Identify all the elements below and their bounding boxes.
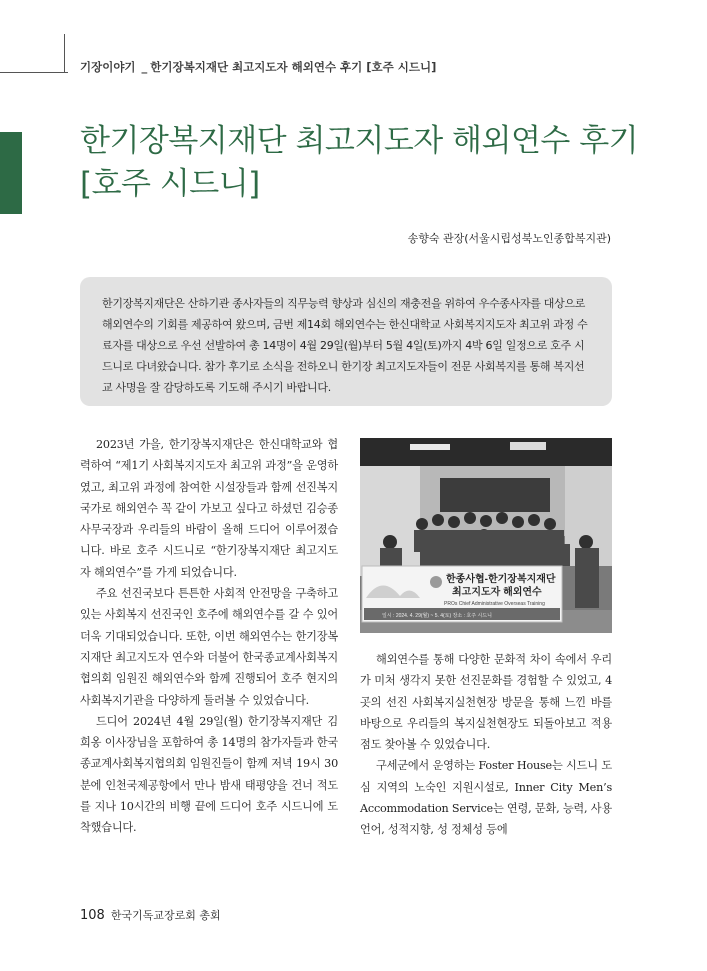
banner-title-line-2: 최고지도자 해외연수	[452, 587, 542, 598]
banner-english: PROs Chief Administrative Overseas Training	[444, 601, 545, 607]
body-column-right	[360, 649, 612, 841]
publication-name: 한국기독교장로회 총회	[110, 909, 221, 922]
header-subtitle: 한기장복지재단 최고지도자 해외연수 후기 [호주 시드니]	[150, 60, 437, 74]
page-number: 108	[80, 908, 105, 923]
header-separator: _	[141, 60, 148, 74]
article-title	[80, 120, 640, 206]
group-photo	[360, 438, 612, 633]
running-header	[80, 59, 436, 75]
group-photo-illustration	[360, 438, 612, 633]
accent-side-bar	[0, 132, 22, 214]
body-paragraph: 드디어 2024년 4월 29일(월) 한기장복지재단 김희옹 이사장님을 포함하여 총 14명의 참가자들과 한국종교계사회복지협의회 임원진들이 함께 저녁 19시 30분에 인천국제공항에서 만나 밤새 태평양을 건너 적도를 지나 10시간의 비행 끝에 드디어 호주 시드니에 도착했습니다.	[80, 714, 338, 835]
title-line-1: 한기장복지재단 최고지도자 해외연수 후기	[80, 123, 639, 159]
title-line-2: [호주 시드니]	[80, 166, 260, 202]
body-column-left	[80, 434, 338, 839]
summary-box: 한기장복지재단은 산하기관 종사자들의 직무능력 향상과 심신의 재충전을 위하여 우수종사자를 대상으로 해외연수의 기회를 제공하여 왔으며, 금번 제14회 해외연수는 한신대학교 사회복지지도자 최고위 과정 수료자를 대상으로 우선 선발하여 총 14명이 4월 29일(월)부터 5월 4일(토)까지 4박 6일 일정으로 호주 시드니로 다녀왔습니다. 참가 후기로 소식을 전하오니 한기장 최고지도자들이 전문 사회복지를 통해 복지선교 사명을 잘 감당하도록 기도해 주시기 바랍니다.	[80, 277, 612, 406]
header-vertical-rule	[64, 34, 65, 72]
banner-info: 일시 : 2024. 4. 29(월) ~ 5. 4(토) 장소 : 호주 시드니	[382, 613, 492, 619]
page-footer	[80, 907, 221, 923]
header-section: 기장이야기	[80, 60, 136, 74]
body-paragraph: 구세군에서 운영하는 Foster House는 시드니 도심 지역의 노숙인 지원시설로, Inner City Men’s Accommodation Service는 연령, 문화, 능력, 사용언어, 성적지향, 성 정체성 등에	[360, 759, 612, 837]
author-byline: 송향숙 관장(서울시립성북노인종합복지관)	[407, 232, 611, 245]
body-paragraph: 해외연수를 통해 다양한 문화적 차이 속에서 우리가 미처 생각지 못한 선진문화를 경험할 수 있었고, 4곳의 선진 사회복지실천현장 방문을 통해 느낀 바를 바탕으로 우리들의 복지실천현장도 되돌아보고 적용점도 찾아볼 수 있었습니다.	[360, 653, 612, 752]
header-horizontal-rule	[0, 72, 68, 73]
body-paragraph: 2023년 가을, 한기장복지재단은 한신대학교와 협력하여 “제1기 사회복지지도자 최고위 과정”을 운영하였고, 최고위 과정에 참여한 시설장들과 함께 선진복지국가로 해외연수 꼭 같이 가보고 싶다고 하셨던 김승종 사무국장과 우리들의 바람이 올해 드디어 이루어졌습니다. 바로 호주 시드니로 “한기장복지재단 최고지도자 해외연수”를 가게 되었습니다.	[80, 438, 338, 579]
banner-title-line-1: 한종사협-한기장복지재단	[446, 574, 556, 585]
body-paragraph: 주요 선진국보다 튼튼한 사회적 안전망을 구축하고 있는 사회복지 선진국인 호주에 해외연수를 갈 수 있어 더욱 기대되었습니다. 또한, 이번 해외연수는 한기장복지재단 최고지도자 연수와 더불어 한국종교계사회복지협의회 임원진 해외연수와 함께 진행되어 호주 현지의 사회복지기관을 다양하게 둘러볼 수 있었습니다.	[80, 587, 338, 707]
